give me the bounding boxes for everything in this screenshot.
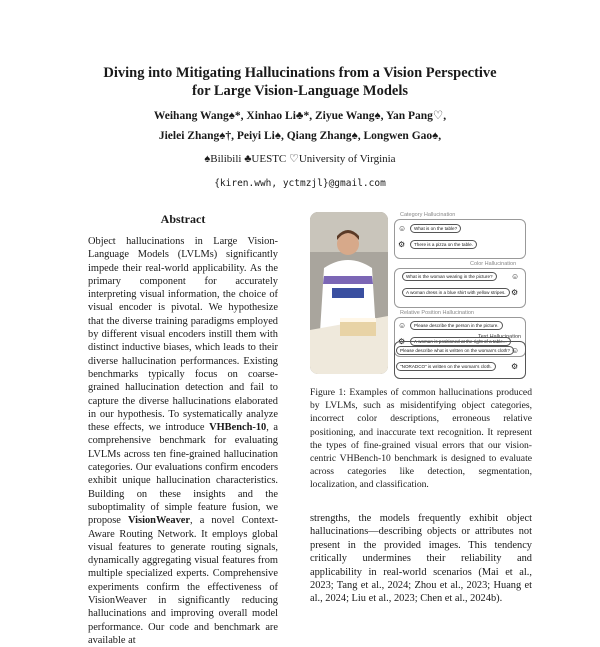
figure-caption: Figure 1: Examples of common hallucinations produced by LVLMs, such as misidentifying object categories, incorrect color descriptions, erroneous relative positioning, and inaccurate text recognition. It represent the types of fine-grained visual errors that our vision-centric VHBench-10 benchmark is designed to evaluate across categories like detection, segmentation, localization, and classification. (310, 387, 532, 491)
label-color-hallucination: Color Hallucination (470, 261, 517, 267)
abstract-heading: Abstract (160, 212, 206, 226)
label-category-hallucination: Category Hallucination (400, 212, 456, 218)
robot-icon: ⚙ (398, 240, 406, 249)
abstract-text: Object hallucinations in Large Vision-Language Models (LVLMs) significantly impede their real-world applicability. As the primary component for accurately interpreting visual information, the choice of visual encoder is pivotal. We hypothesize that the diverse training paradigms employed by different visual encoders instill them with distinct inductive biases, which leads to their diverse hallucination performances. Existing benchmarks typically focus on coarse-grained hallucination detection and fail to capture the diverse hallucinations elaborated in our hypothesis. To systematically analyze these effects, we introduce VHBench-10, a comprehensive benchmark for evaluating LVLMs across ten fine-grained hallucination categories. Our evaluations confirm encoders exhibit unique hallucination characteristics. Building on these insights and the suboptimality of simple feature fusion, we propose VisionWeaver, a novel Context-Aware Routing Network. It employs global visual features to generate routing signals, dynamically aggregating visual features from multiple specialized experts. Comprehensive experiments confirm the effectiveness of VisionWeaver in significantly reducing hallucinations and improving overall model performance. Our code and benchmark are available at (88, 236, 279, 646)
robot-icon: ⚙ (511, 362, 519, 371)
robot-icon: ⚙ (398, 337, 406, 346)
robot-icon: ⚙ (511, 288, 519, 297)
affiliations: ♠Bilibili ♣UESTC ♡University of Virginia (204, 153, 396, 165)
label-text-hallucination: Text Hallucination (478, 334, 522, 340)
label-position-hallucination: Relative Position Hallucination (400, 310, 474, 316)
user-icon: ☺ (398, 224, 407, 233)
title-line-1: Diving into Mitigating Hallucinations from a Vision Perspective (103, 65, 497, 81)
answer-text: "NORADCO" is written on the woman's cloth. (396, 362, 496, 371)
user-icon: ☺ (398, 321, 407, 330)
contact-email: {kiren.wwh, yctmzjl}@gmail.com (214, 178, 386, 189)
figure-photo (310, 212, 388, 374)
question-position: Please describe the person in the picture. (410, 321, 503, 330)
body-text: strengths, the models frequently exhibit object hallucinations—describing objects or attributes not present in the provided images. This tendency critically undermines their reliability and applicability in real-world scenarios (Mai et al., 2023; Tang et al., 2024; Zhou et al., 2023; Huang et al., 2024; Liu et al., 2023; Chen et al., 2024b). (310, 513, 532, 605)
user-icon: ☺ (511, 346, 520, 355)
paper-title (0, 64, 600, 100)
title-line-2: for Large Vision-Language Models (191, 83, 409, 99)
answer-category: There is a pizza on the table. (410, 240, 477, 249)
model-name: VisionWeaver (128, 515, 190, 527)
authors-line-2: Jielei Zhang♠†, Peiyi Li♠, Qiang Zhang♠, Longwen Gao♠, (158, 130, 442, 142)
user-icon: ☺ (511, 272, 520, 281)
figure-1 (310, 212, 528, 377)
authors-line-1: Weihang Wang♠*, Xinhao Li♣*, Ziyue Wang♠, Yan Pang♡, (153, 110, 447, 122)
answer-position: A woman is positioned at the right of a table... (410, 337, 511, 346)
benchmark-name: VHBench-10 (209, 422, 267, 434)
question-category: What is on the table? (410, 224, 461, 233)
answer-color: A woman dress in a blue shirt with yellow stripes. (402, 288, 510, 297)
question-text: Please describe what is written on the woman's cloth? (396, 346, 514, 355)
question-color: What is the woman wearing in the picture? (402, 272, 497, 281)
